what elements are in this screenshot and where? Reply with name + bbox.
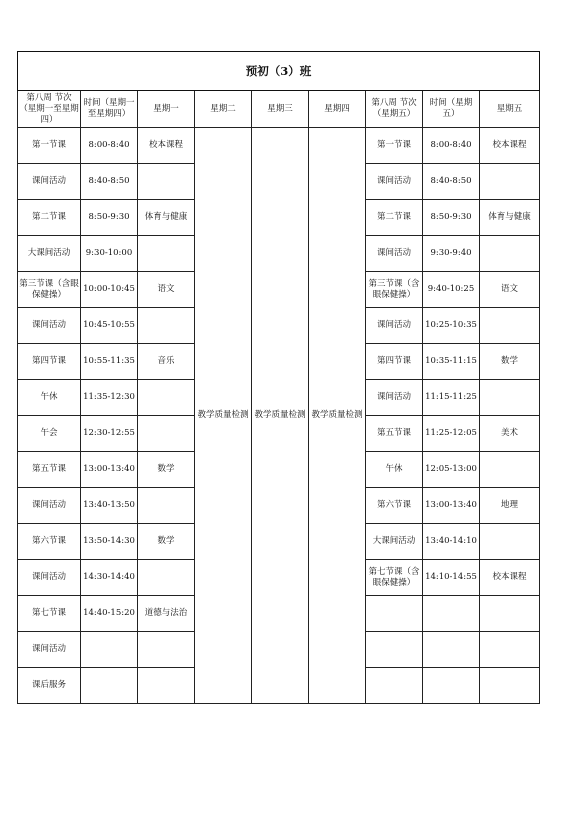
friday-period-cell: 课间活动	[366, 380, 423, 416]
friday-time-cell: 9:30-9:40	[423, 236, 480, 272]
friday-cell	[480, 236, 540, 272]
header-time-fri: 时间（星期五）	[423, 91, 480, 128]
header-period-fri: 第八周 节次（星期五）	[366, 91, 423, 128]
monday-cell: 数学	[138, 452, 195, 488]
friday-cell	[480, 524, 540, 560]
time-cell: 12:30-12:55	[81, 416, 138, 452]
friday-time-cell	[423, 668, 480, 704]
time-cell: 14:30-14:40	[81, 560, 138, 596]
friday-time-cell	[423, 632, 480, 668]
friday-time-cell: 13:40-14:10	[423, 524, 480, 560]
friday-time-cell: 12:05-13:00	[423, 452, 480, 488]
period-cell: 第七节课	[18, 596, 81, 632]
period-cell: 午休	[18, 380, 81, 416]
header-row	[18, 91, 540, 128]
friday-period-cell: 课间活动	[366, 164, 423, 200]
header-friday: 星期五	[480, 91, 540, 128]
table-row	[18, 128, 540, 164]
period-cell: 第四节课	[18, 344, 81, 380]
wednesday-merged-cell: 教学质量检测	[252, 128, 309, 704]
time-cell: 8:00-8:40	[81, 128, 138, 164]
monday-cell: 语文	[138, 272, 195, 308]
monday-cell: 数学	[138, 524, 195, 560]
friday-period-cell	[366, 632, 423, 668]
time-cell: 8:50-9:30	[81, 200, 138, 236]
friday-time-cell	[423, 596, 480, 632]
friday-time-cell: 11:15-11:25	[423, 380, 480, 416]
monday-cell: 道德与法治	[138, 596, 195, 632]
period-cell: 课间活动	[18, 488, 81, 524]
friday-period-cell	[366, 668, 423, 704]
period-cell: 大课间活动	[18, 236, 81, 272]
time-cell	[81, 632, 138, 668]
friday-time-cell: 9:40-10:25	[423, 272, 480, 308]
monday-cell	[138, 380, 195, 416]
friday-cell	[480, 308, 540, 344]
friday-period-cell: 第一节课	[366, 128, 423, 164]
time-cell	[81, 668, 138, 704]
header-wednesday: 星期三	[252, 91, 309, 128]
friday-cell: 美术	[480, 416, 540, 452]
friday-period-cell: 午休	[366, 452, 423, 488]
header-period-mon-thu: 第八周 节次（星期一至星期四）	[18, 91, 81, 128]
monday-cell	[138, 416, 195, 452]
timetable-body	[18, 52, 540, 704]
period-cell: 课间活动	[18, 164, 81, 200]
friday-period-cell: 第五节课	[366, 416, 423, 452]
friday-cell	[480, 380, 540, 416]
friday-period-cell: 第四节课	[366, 344, 423, 380]
friday-cell: 地理	[480, 488, 540, 524]
friday-cell	[480, 596, 540, 632]
header-time-mon-thu: 时间（星期一至星期四）	[81, 91, 138, 128]
time-cell: 8:40-8:50	[81, 164, 138, 200]
friday-time-cell: 10:25-10:35	[423, 308, 480, 344]
monday-cell: 体育与健康	[138, 200, 195, 236]
thursday-merged-cell: 教学质量检测	[309, 128, 366, 704]
friday-time-cell: 10:35-11:15	[423, 344, 480, 380]
friday-period-cell: 课间活动	[366, 308, 423, 344]
friday-time-cell: 11:25-12:05	[423, 416, 480, 452]
friday-period-cell: 第二节课	[366, 200, 423, 236]
period-cell: 课间活动	[18, 632, 81, 668]
time-cell: 10:45-10:55	[81, 308, 138, 344]
time-cell: 9:30-10:00	[81, 236, 138, 272]
friday-cell: 语文	[480, 272, 540, 308]
friday-cell	[480, 452, 540, 488]
time-cell: 13:00-13:40	[81, 452, 138, 488]
friday-cell: 体育与健康	[480, 200, 540, 236]
friday-cell	[480, 164, 540, 200]
friday-cell: 校本课程	[480, 560, 540, 596]
friday-period-cell: 大课间活动	[366, 524, 423, 560]
monday-cell	[138, 488, 195, 524]
header-thursday: 星期四	[309, 91, 366, 128]
monday-cell	[138, 668, 195, 704]
friday-period-cell: 第七节课（含眼保健操）	[366, 560, 423, 596]
period-cell: 第二节课	[18, 200, 81, 236]
header-monday: 星期一	[138, 91, 195, 128]
monday-cell: 校本课程	[138, 128, 195, 164]
period-cell: 课间活动	[18, 308, 81, 344]
monday-cell	[138, 308, 195, 344]
friday-period-cell: 第六节课	[366, 488, 423, 524]
period-cell: 第六节课	[18, 524, 81, 560]
period-cell: 课后服务	[18, 668, 81, 704]
header-tuesday: 星期二	[195, 91, 252, 128]
period-cell: 第一节课	[18, 128, 81, 164]
monday-cell	[138, 632, 195, 668]
monday-cell	[138, 236, 195, 272]
time-cell: 14:40-15:20	[81, 596, 138, 632]
time-cell: 13:50-14:30	[81, 524, 138, 560]
monday-cell	[138, 560, 195, 596]
time-cell: 10:55-11:35	[81, 344, 138, 380]
timetable	[17, 51, 540, 704]
friday-time-cell: 8:50-9:30	[423, 200, 480, 236]
friday-cell	[480, 632, 540, 668]
period-cell: 第三节课（含眼保健操）	[18, 272, 81, 308]
period-cell: 课间活动	[18, 560, 81, 596]
friday-period-cell	[366, 596, 423, 632]
tuesday-merged-cell: 教学质量检测	[195, 128, 252, 704]
monday-cell	[138, 164, 195, 200]
friday-cell: 校本课程	[480, 128, 540, 164]
class-title: 预初（3）班	[18, 52, 540, 91]
period-cell: 午会	[18, 416, 81, 452]
friday-time-cell: 14:10-14:55	[423, 560, 480, 596]
period-cell: 第五节课	[18, 452, 81, 488]
friday-cell	[480, 668, 540, 704]
time-cell: 11:35-12:30	[81, 380, 138, 416]
time-cell: 10:00-10:45	[81, 272, 138, 308]
time-cell: 13:40-13:50	[81, 488, 138, 524]
friday-time-cell: 13:00-13:40	[423, 488, 480, 524]
friday-period-cell: 课间活动	[366, 236, 423, 272]
friday-period-cell: 第三节课（含眼保健操）	[366, 272, 423, 308]
monday-cell: 音乐	[138, 344, 195, 380]
friday-cell: 数学	[480, 344, 540, 380]
friday-time-cell: 8:00-8:40	[423, 128, 480, 164]
friday-time-cell: 8:40-8:50	[423, 164, 480, 200]
